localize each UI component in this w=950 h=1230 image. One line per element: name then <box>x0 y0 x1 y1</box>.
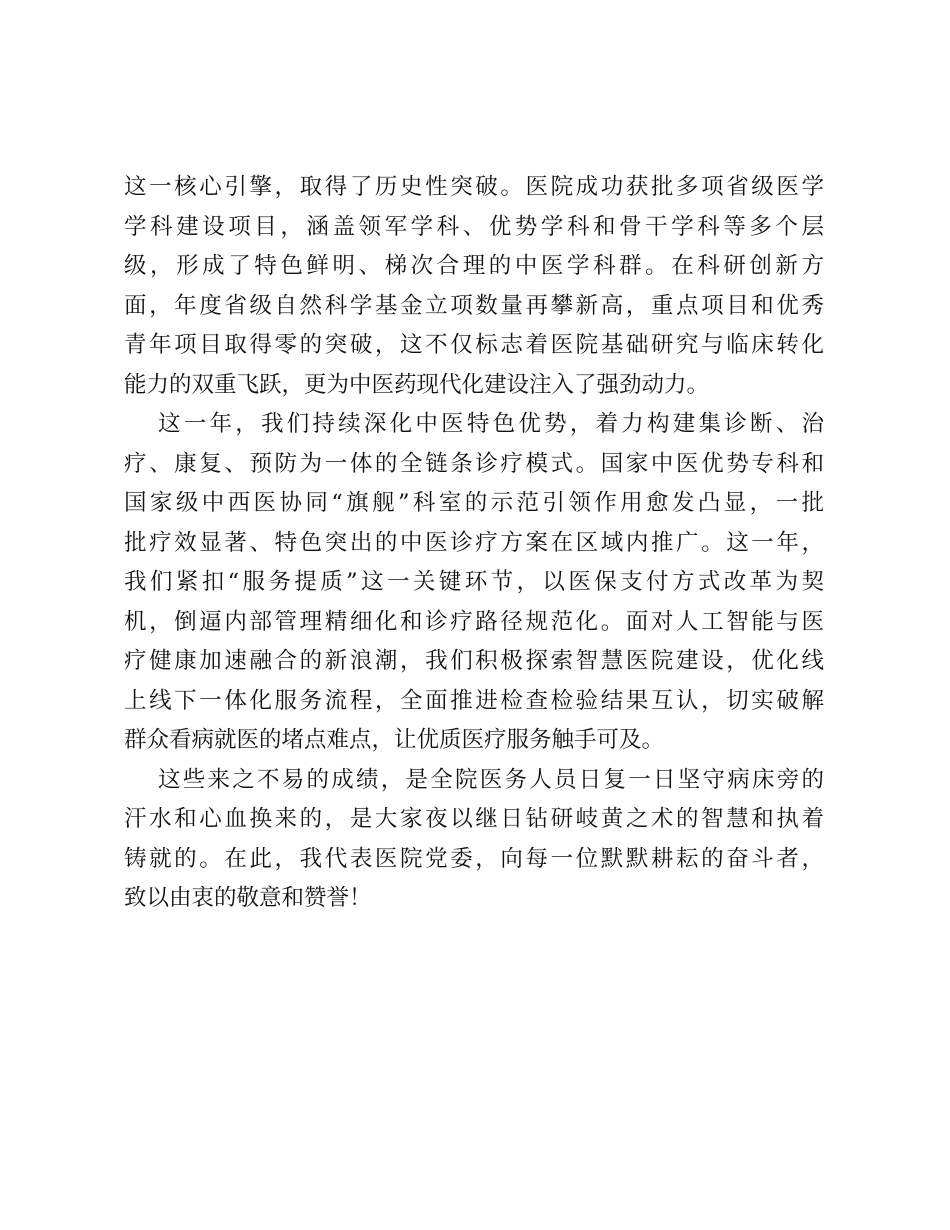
text-line: 疗健康加速融合的新浪潮，我们积极探索智慧医院建设，优化线 <box>124 648 824 674</box>
text-line: 疗、康复、预防为一体的全链条诊疗模式。国家中医优势专科和 <box>124 450 824 477</box>
text-line: 学科建设项目，涵盖领军学科、优势学科和骨干学科等多个层 <box>124 213 824 240</box>
text-line: 上线下一体化服务流程，全面推进检查检验结果互认，切实破解 <box>124 687 824 714</box>
text-line: 机，倒逼内部管理精细化和诊疗路径规范化。面对人工智能与医 <box>124 608 824 635</box>
text-line: 铸就的。在此，我代表医院党委，向每一位默默耕耘的奋斗者， <box>124 845 824 872</box>
text-line: 我们紧扣“服务提质”这一关键环节，以医保支付方式改革为契 <box>124 569 824 595</box>
text-line: 国家级中西医协同“旗舰”科室的示范引领作用愈发凸显，一批 <box>124 490 824 516</box>
text-line: 汗水和心血换来的，是大家夜以继日钻研岐黄之术的智慧和执着 <box>124 806 824 832</box>
paragraph-2 <box>124 405 824 761</box>
text-line: 群众看病就医的堵点难点，让优质医疗服务触手可及。 <box>124 727 665 753</box>
paragraph-1 <box>124 168 824 405</box>
document-body <box>124 168 824 919</box>
text-line: 这一核心引擎，取得了历史性突破。医院成功获批多项省级医学 <box>124 174 824 200</box>
text-line: 这一年，我们持续深化中医特色优势，着力构建集诊断、治 <box>158 411 824 437</box>
paragraph-3 <box>124 761 824 919</box>
text-line: 级，形成了特色鲜明、梯次合理的中医学科群。在科研创新方 <box>124 253 824 279</box>
text-line: 致以由衷的敬意和赞誉！ <box>124 885 372 911</box>
text-line: 批疗效显著、特色突出的中医诊疗方案在区域内推广。这一年， <box>124 529 824 556</box>
text-line: 青年项目取得零的突破，这不仅标志着医院基础研究与临床转化 <box>124 332 824 358</box>
text-line: 能力的双重飞跃，更为中医药现代化建设注入了强劲动力。 <box>124 371 710 398</box>
text-line: 这些来之不易的成绩，是全院医务人员日复一日坚守病床旁的 <box>158 766 824 793</box>
text-line: 面，年度省级自然科学基金立项数量再攀新高，重点项目和优秀 <box>124 292 824 319</box>
